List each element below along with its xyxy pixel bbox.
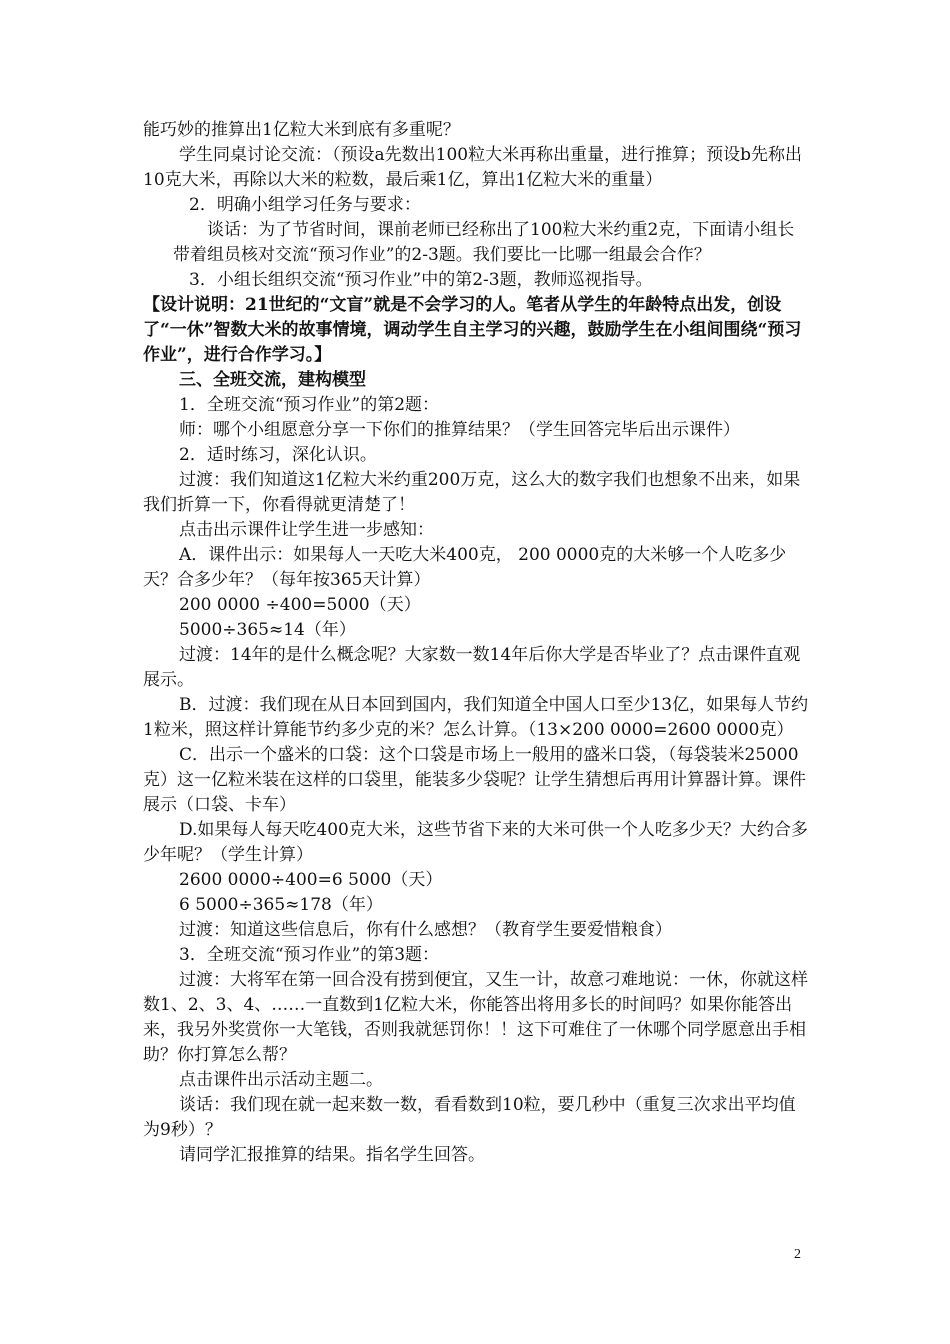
paragraph-item-b: B．过渡：我们现在从日本回到国内，我们知道全中国人口至少13亿，如果每人节约1粒米，照这样计算能节约多少克的米？怎么计算。（13×200 0000=2600 0000克） [143,695,809,740]
paragraph-practice: 2．适时练习，深化认识。 [179,445,377,465]
equation-days: 200 0000 ÷400=5000（天） [179,595,421,615]
section-heading-3: 三、全班交流，建构模型 [179,370,366,390]
paragraph-group-exchange: 3．小组长组织交流“预习作业”中的第2-3题，教师巡视指导。 [189,270,653,290]
paragraph-item-d: D.如果每人每天吃400克大米，这些节省下来的大米可供一个人吃多少天？大约合多少年呢？（学生计算） [143,820,808,865]
design-note: 【设计说明：21世纪的“文盲”就是不会学习的人。笔者从学生的年龄特点出发，创设了“一休”智数大米的故事情境，调动学生自主学习的兴趣，鼓励学生在小组间围绕“预习作业”，进行合作学习。】 [143,295,802,365]
paragraph-transition-3: 过渡：知道这些信息后，你有什么感想？（教育学生要爱惜粮食） [179,920,672,940]
paragraph-activity-two: 点击课件出示活动主题二。 [179,1070,383,1090]
equation-years: 5000÷365≈14（年） [179,620,356,640]
paragraph-item-a: A．课件出示：如果每人一天吃大米400克， 200 0000克的大米够一个人吃多少天？合多少年？（每年按365天计算） [143,545,787,590]
paragraph-intro-question: 能巧妙的推算出1亿粒大米到底有多重呢？ [143,120,460,140]
paragraph-transition-1: 过渡：我们知道这1亿粒大米约重200万克，这么大的数字我们也想象不出来，如果我们折算一下，你看得就更清楚了！ [143,470,801,515]
paragraph-report: 请同学汇报推算的结果。指名学生回答。 [179,1145,485,1165]
paragraph-transition-4: 过渡：大将军在第一回合没有捞到便宜，又生一计，故意刁难地说：一休，你就这样数1、2、3、4、……一直数到1亿粒大米，你能答出将用多长的时间吗？如果你能答出来，我另外奖赏你一大笔钱，否则我就惩罚你！！这下可难住了一休哪个同学愿意出手相助？你打算怎么帮？ [143,970,808,1065]
document-body [143,118,811,1168]
paragraph-discussion: 学生同桌讨论交流：（预设a先数出100粒大米再称出重量，进行推算；预设b先称出10克大米，再除以大米的粒数，最后乘1亿，算出1亿粒大米的重量） [143,145,802,190]
paragraph-click-courseware: 点击出示课件让学生进一步感知： [179,520,434,540]
equation-years-2: 6 5000÷365≈178（年） [179,895,383,915]
paragraph-talk-1: 谈话：为了节省时间，课前老师已经称出了100粒大米约重2克，下面请小组长带着组员核对交流“预习作业”的2-3题。我们要比一比哪一组最会合作？ [173,220,795,265]
paragraph-exchange-q2: 1．全班交流“预习作业”的第2题： [179,395,440,415]
paragraph-item-c: C．出示一个盛米的口袋：这个口袋是市场上一般用的盛米口袋，（每袋装米25000克）这一亿粒米装在这样的口袋里，能装多少袋呢？让学生猜想后再用计算器计算。课件展示（口袋、卡车） [143,745,806,815]
page-number: 2 [794,1247,801,1262]
paragraph-transition-2: 过渡：14年的是什么概念呢？大家数一数14年后你大学是否毕业了？点击课件直观展示。 [143,645,801,690]
paragraph-exchange-q3: 3．全班交流“预习作业”的第3题： [179,945,440,965]
equation-days-2: 2600 0000÷400=6 5000（天） [179,870,443,890]
paragraph-task-heading: 2．明确小组学习任务与要求： [189,195,421,215]
paragraph-teacher-ask: 师：哪个小组愿意分享一下你们的推算结果？（学生回答完毕后出示课件） [179,420,740,440]
paragraph-talk-2: 谈话：我们现在就一起来数一数，看看数到10粒，要几秒中（重复三次求出平均值为9秒）？ [143,1095,796,1140]
